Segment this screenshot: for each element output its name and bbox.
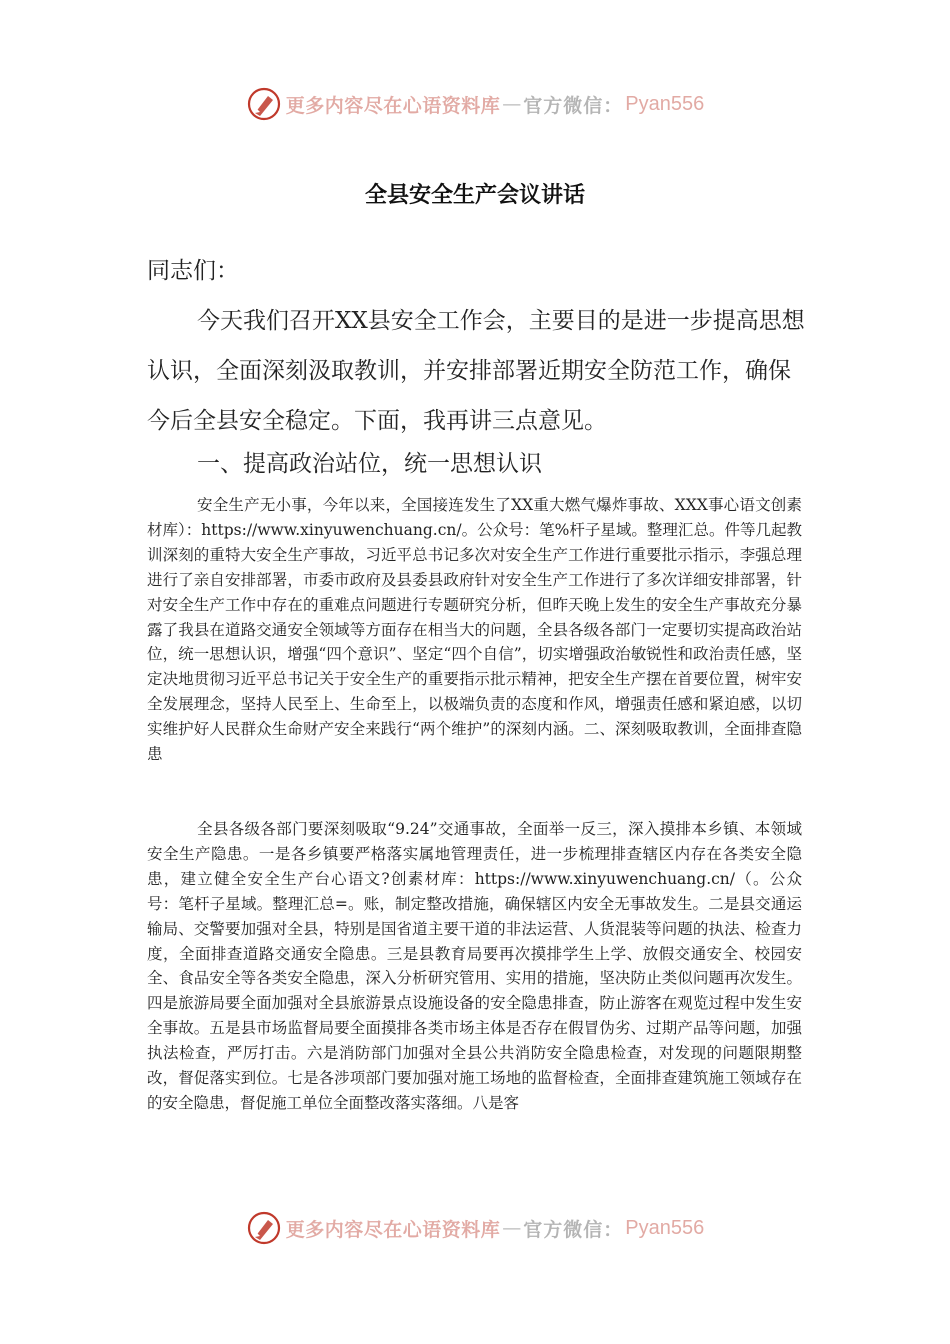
- watermark-separator: —: [502, 1217, 522, 1239]
- watermark-separator: —: [502, 93, 522, 115]
- watermark-official-label: 官方微信：: [523, 94, 624, 117]
- watermark-wechat-id: Pyan556: [625, 92, 705, 115]
- intro-paragraph: 今天我们召开XX县安全工作会，主要目的是进一步提高思想认识，全面深刻汲取教训，并安排部署近期安全防范工作，确保今后全县安全稳定。下面，我再讲三点意见。: [147, 308, 805, 434]
- section-heading-1: 一、提高政治站位，统一思想认识: [197, 451, 542, 477]
- pen-nib-logo-icon: [246, 86, 282, 122]
- watermark-text: 更多内容尽在心语资料库: [285, 94, 501, 117]
- pen-nib-logo-icon: [246, 1210, 282, 1246]
- watermark-text: 更多内容尽在心语资料库: [285, 1218, 501, 1241]
- salutation: 同志们：: [147, 258, 239, 284]
- watermark-official-label: 官方微信：: [523, 1218, 624, 1241]
- top-watermark-banner: [0, 84, 950, 124]
- document-title: 全县安全生产会议讲话: [364, 183, 585, 208]
- section-1-body: 安全生产无小事，今年以来，全国接连发生了XX重大燃气爆炸事故、XXX事心语文创素材库）：https://www.xinyuwenchuang.cn/。公众号：笔%杆子星域。整理汇总。件等几起教训深刻的重特大安全生产事故，习近平总书记多次对安全生产工作进行重要批示指示，李强总理进行了亲自安排部署，市委市政府及县委县政府针对安全生产工作进行了多次详细安排部署，针对安全生产工作中存在的重难点问题进行专题研究分析，但昨天晚上发生的安全生产事故充分暴露了我县在道路交通安全领域等方面存在相当大的问题，全县各级各部门一定要切实提高政治站位，统一思想认识，增强“四个意识”、坚定“四个自信”，切实增强政治敏锐性和政治责任感，坚定决地贯彻习近平总书记关于安全生产的重要指示批示精神，把安全生产摆在首要位置，树牢安全发展理念，坚持人民至上、生命至上，以极端负责的态度和作风，增强责任感和紧迫感，以切实维护好人民群众生命财产安全来践行“两个维护”的深刻内涵。二、深刻吸取教训，全面排查隐患: [147, 496, 802, 764]
- watermark-wechat-id: Pyan556: [625, 1216, 705, 1239]
- bottom-watermark-banner: [0, 1208, 950, 1248]
- section-2-body: 全县各级各部门要深刻吸取“9.24”交通事故，全面举一反三，深入摸排本乡镇、本领域安全生产隐患。一是各乡镇要严格落实属地管理责任，进一步梳理排查辖区内存在各类安全隐患，建立健全安全生产台心语文?创素材库：https://www.xinyuwenchuang.cn/（。公众号：笔杆子星域。整理汇总=。账，制定整改措施，确保辖区内安全无事故发生。二是县交通运输局、交警要加强对全县，特别是国省道主要干道的非法运营、人货混装等问题的执法、检查力度，全面排查道路交通安全隐患。三是县教育局要再次摸排学生上学、放假交通安全、校园安全、食品安全等各类安全隐患，深入分析研究管用、实用的措施，坚决防止类似问题再次发生。四是旅游局要全面加强对全县旅游景点设施设备的安全隐患排查，防止游客在观览过程中发生安全事故。五是县市场监督局要全面摸排各类市场主体是否存在假冒伪劣、过期产品等问题，加强执法检查，严厉打击。六是消防部门加强对全县公共消防安全隐患检查，对发现的问题限期整改，督促落实到位。七是各涉项部门要加强对施工场地的监督检查，全面排查建筑施工领域存在的安全隐患，督促施工单位全面整改落实落细。八是客: [147, 820, 802, 1112]
